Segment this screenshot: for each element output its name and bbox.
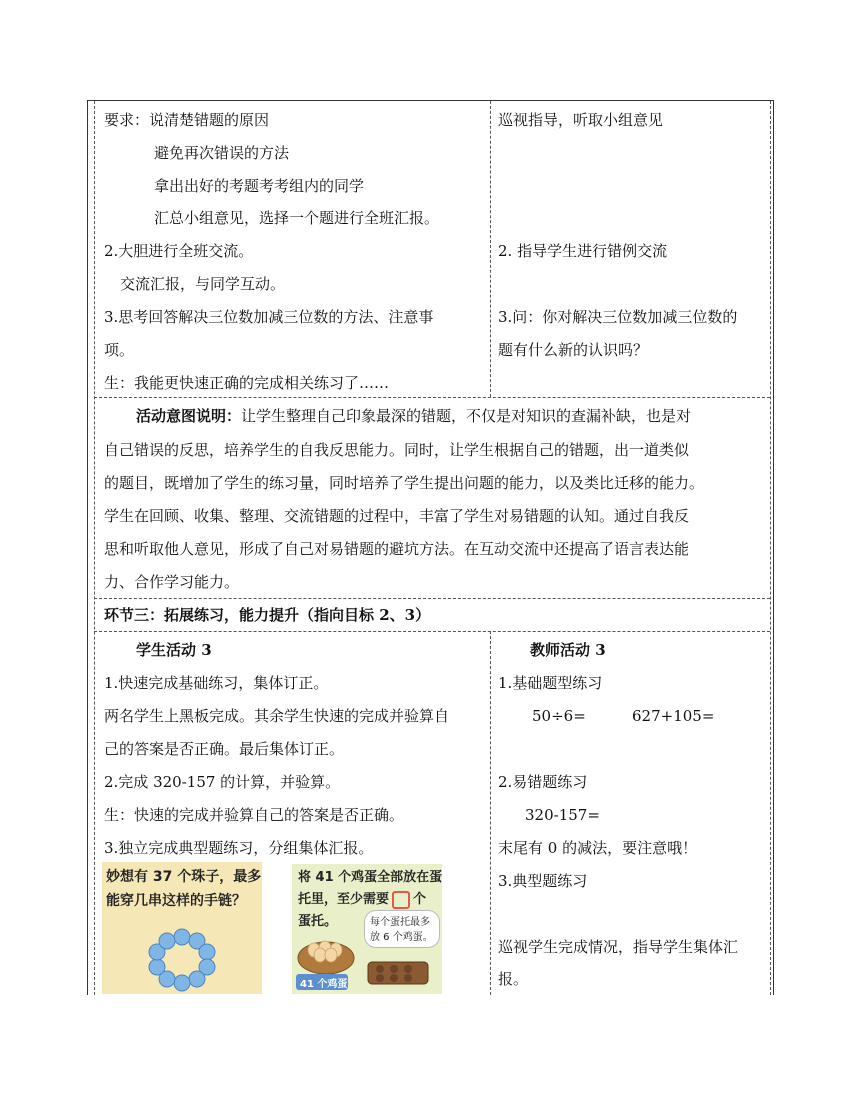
exercise: 50÷6= [532, 707, 586, 725]
column-divider [490, 101, 491, 397]
bead-bracelet-icon [102, 862, 262, 994]
teacher-step: 题有什么新的认识吗？ [498, 341, 649, 359]
student-step: 3.独立完成典型题练习，分组集体汇报。 [104, 839, 374, 857]
bubble-text: 放 6 个鸡蛋。 [370, 932, 433, 943]
section-title: 环节三：拓展练习，能力提升（指向目标 2、3） [104, 606, 431, 624]
left-dash-border [94, 101, 95, 995]
teacher-step: 巡视学生完成情况，指导学生集体汇 [498, 938, 739, 956]
teacher-step: 报。 [498, 970, 529, 988]
beads-problem-picture [102, 862, 262, 994]
requirement-line: 要求：说清楚错题的原因 [104, 111, 270, 129]
student-heading: 学生活动 3 [136, 641, 212, 659]
teacher-step: 2.易错题练习 [498, 773, 588, 791]
intent-text: 让学生整理自己印象最深的错题，不仅是对知识的查漏补缺，也是对 [241, 407, 692, 425]
intent-text: 的题目，既增加了学生的练习量，同时培养了学生提出问题的能力，以及类比迁移的能力。 [104, 474, 705, 492]
table-top-border [87, 100, 773, 101]
eggs-problem-picture [292, 864, 442, 994]
picture-text: 将 41 个鸡蛋全部放在蛋 [298, 870, 442, 885]
intent-text: 思和听取他人意见，形成了自己对易错题的避坑方法。在互动交流中还提高了语言表达能 [104, 540, 690, 558]
intent-text: 自己错误的反思，培养学生的自我反思能力。同时，让学生根据自己的错题，出一道类似 [104, 441, 690, 459]
intent-text: 力、合作学习能力。 [104, 573, 240, 591]
exercise: 320-157= [525, 806, 600, 824]
intent-text: 学生在回顾、收集、整理、交流错题的过程中，丰富了学生对易错题的认知。通过自我反 [104, 507, 690, 525]
student-step: 2.大胆进行全班交流。 [104, 242, 254, 260]
row-divider [94, 397, 770, 398]
requirement-line: 拿出出好的考题考考组内的同学 [154, 177, 365, 195]
requirement-line: 汇总小组意见，选择一个题进行全班汇报。 [154, 209, 440, 227]
student-step: 两名学生上黑板完成。其余学生快速的完成并验算自 [104, 707, 450, 725]
egg-count-text: 41 个鸡蛋 [300, 979, 348, 990]
student-answer: 生：我能更快速正确的完成相关练习了…… [104, 374, 390, 392]
picture-text: 能穿几串这样的手链？ [106, 893, 246, 909]
row-divider [94, 598, 770, 599]
teacher-step: 3.问：你对解决三位数加减三位数的 [498, 308, 738, 326]
picture-text: 蛋托。 [298, 914, 338, 929]
student-step: 生：快速的完成并验算自己的答案是否正确。 [104, 806, 405, 824]
picture-text: 妙想有 37 个珠子，最多 [106, 869, 262, 885]
teacher-step: 3.典型题练习 [498, 872, 588, 890]
bubble-text: 每个蛋托最多 [370, 917, 430, 928]
exercise: 627+105= [632, 707, 715, 725]
requirement-line: 避免再次错误的方法 [154, 144, 290, 162]
right-dash-border [770, 101, 771, 995]
teacher-note: 末尾有 0 的减法，要注意哦！ [498, 839, 698, 857]
intent-first-line [136, 406, 691, 426]
row-divider [94, 631, 770, 632]
student-step: 项。 [104, 341, 135, 359]
student-step: 1.快速完成基础练习，集体订正。 [104, 674, 329, 692]
column-divider [490, 631, 491, 995]
intent-label: 活动意图说明： [136, 407, 242, 425]
teacher-step: 2. 指导学生进行错例交流 [498, 242, 668, 260]
student-step: 己的答案是否正确。最后集体订正。 [104, 740, 345, 758]
teacher-heading: 教师活动 3 [530, 641, 606, 659]
teacher-step: 巡视指导，听取小组意见 [498, 111, 664, 129]
student-step: 交流汇报，与同学互动。 [120, 275, 286, 293]
teacher-step: 1.基础题型练习 [498, 674, 603, 692]
picture-text: 托里，至少需要 个 [298, 892, 427, 907]
student-step: 3.思考回答解决三位数加减三位数的方法、注意事 [104, 308, 434, 326]
student-step: 2.完成 320-157 的计算，并验算。 [104, 773, 341, 791]
